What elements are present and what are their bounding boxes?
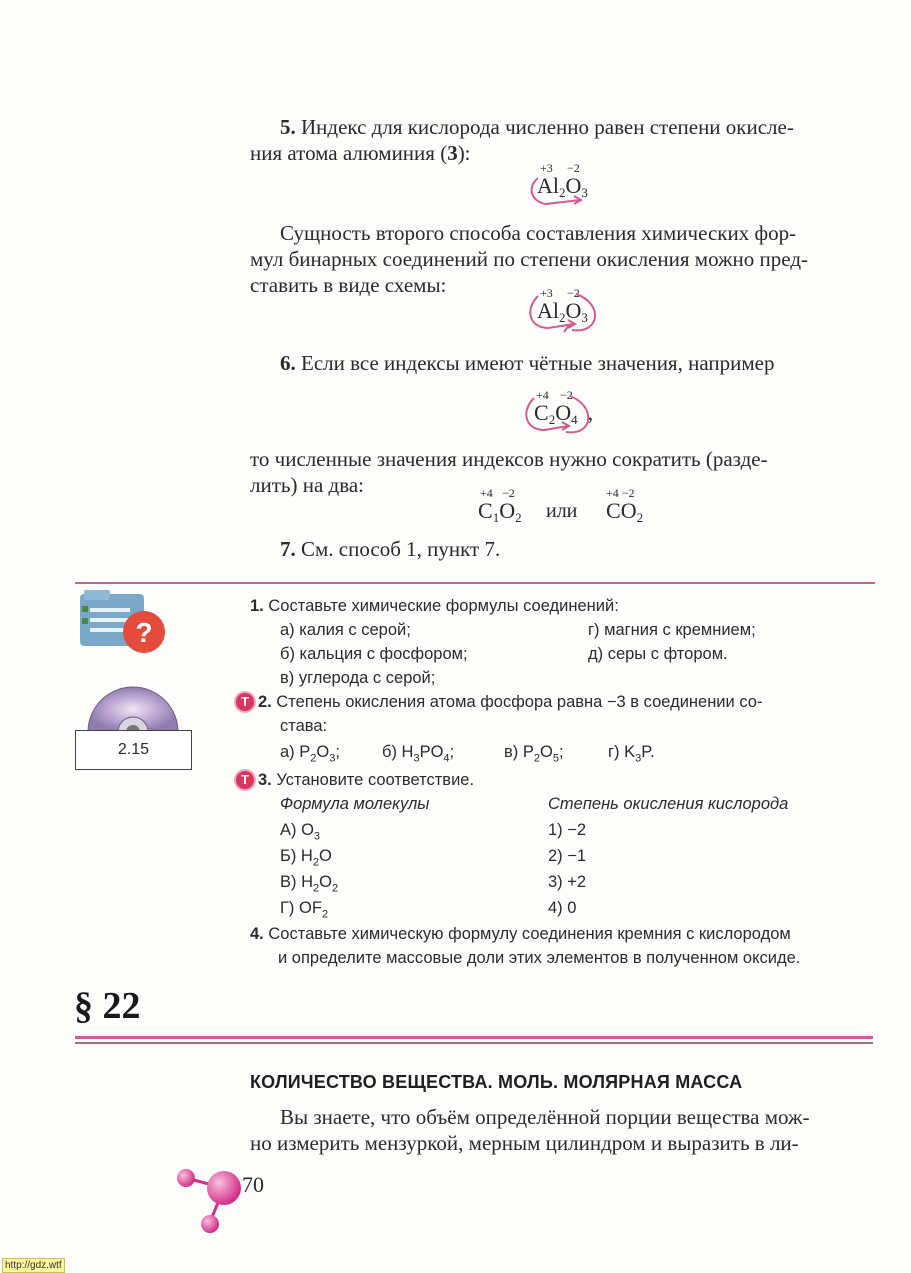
question-3: Т 3. Установите соответствие. [236, 768, 880, 792]
test-badge-icon: Т [236, 771, 254, 789]
section-rule-dark [75, 1042, 873, 1044]
or-word: или [546, 500, 578, 522]
sidebar-code: 2.15 [117, 741, 150, 758]
section-mark: § 22 [74, 985, 141, 1027]
c2o4-arrows-icon [518, 390, 608, 440]
test-badge-icon: Т [236, 693, 254, 711]
page-number: 70 [242, 1172, 264, 1197]
folder-question-icon [78, 590, 173, 660]
cross-arrow-icon [524, 161, 594, 208]
formula-al2o3: +3 −2 Al2O3 [537, 161, 588, 200]
question-1: 1. Составьте химические формулы соединений: [250, 597, 619, 615]
formula-al2o3-scheme: +3 −2 Al2O3 [537, 286, 588, 325]
formula-co2: +4 −2 CO2 [606, 486, 644, 525]
svg-text:?: ? [135, 617, 153, 648]
scheme-arrows-icon [522, 288, 612, 338]
question-3-table: Формула молекулы Степень окисления кислорода А) $O_3$ 1) −2 Б) $H_2O$ 2) −1 В) $H_2O_2$ 3) +2 Г) $OF_2$ 4) 0 [280, 795, 789, 921]
paragraph-essence: Сущность второго способа составления химических фор- мул бинарных соединений по степени окисления можно пред- ставить в виде схемы: [250, 221, 809, 297]
cd-disc-icon [78, 672, 188, 732]
item-number: 5. [280, 115, 296, 139]
section-rule [75, 1036, 873, 1039]
question-2: Т 2. Степень окисления атома фосфора равна −3 в соединении со- [236, 690, 880, 714]
section-title: КОЛИЧЕСТВО ВЕЩЕСТВА. МОЛЬ. МОЛЯРНАЯ МАССА [250, 1072, 743, 1092]
paragraph-5: 5. Индекс для кислорода численно равен степени окисле- ния атома алюминия (3): [250, 115, 794, 165]
watermark: http://gdz.wtf [2, 1258, 65, 1273]
question-4: 4. Составьте химическую формулу соединения кремния с кислородом [250, 925, 791, 943]
formula-c2o4: +4 −2 C2O4 , [534, 388, 594, 427]
paragraph-intro: Вы знаете, что объём определённой порции вещества мож- но измерить мензуркой, мерным цилиндром и выразить в ли- [250, 1105, 810, 1155]
questions-block: 1. Составьте химические формулы соединений: а) калия с серой; б) кальция с фосфором; в) углерода с серой; г) магния с кремнием; д) серы с фтором. Т 2. Степень окисления атома фосфора равна −3 в соединении со- става: а) $P_2O_3$; б) $H_3PO_4$; в) $P_2O_5$; г) $K_3P$. Т 3. Установите соответствие. Формула молекулы Степень окисления кислорода А) $O_3$ 1) −2 Б) $H_2O$ 2) −1 В) $H_2O_2$ 3) +2 Г) $OF_2$ 4) 0 4. Составьте химическую формулу соединения кремния с кислородом и определите массовые доли этих элементов в полученном оксиде. [250, 594, 880, 970]
paragraph-reduce: то численные значения индексов нужно сократить (разде- лить) на два: [250, 447, 768, 497]
formula-c1o2: +4 −2 C1O2 [478, 486, 522, 525]
paragraph-7: 7. См. способ 1, пункт 7. [280, 537, 501, 561]
question-2-options: а) $P_2O_3$; б) $H_3PO_4$; в) $P_2O_5$; г) $K_3P$. [280, 743, 655, 765]
sidebar-code-box [75, 730, 192, 770]
paragraph-6: 6. Если все индексы имеют чётные значения, например [280, 351, 775, 375]
divider [75, 582, 875, 584]
question-1-options: а) калия с серой; б) кальция с фосфором; в) углерода с серой; г) магния с кремнием; д) серы с фтором. [280, 621, 756, 687]
